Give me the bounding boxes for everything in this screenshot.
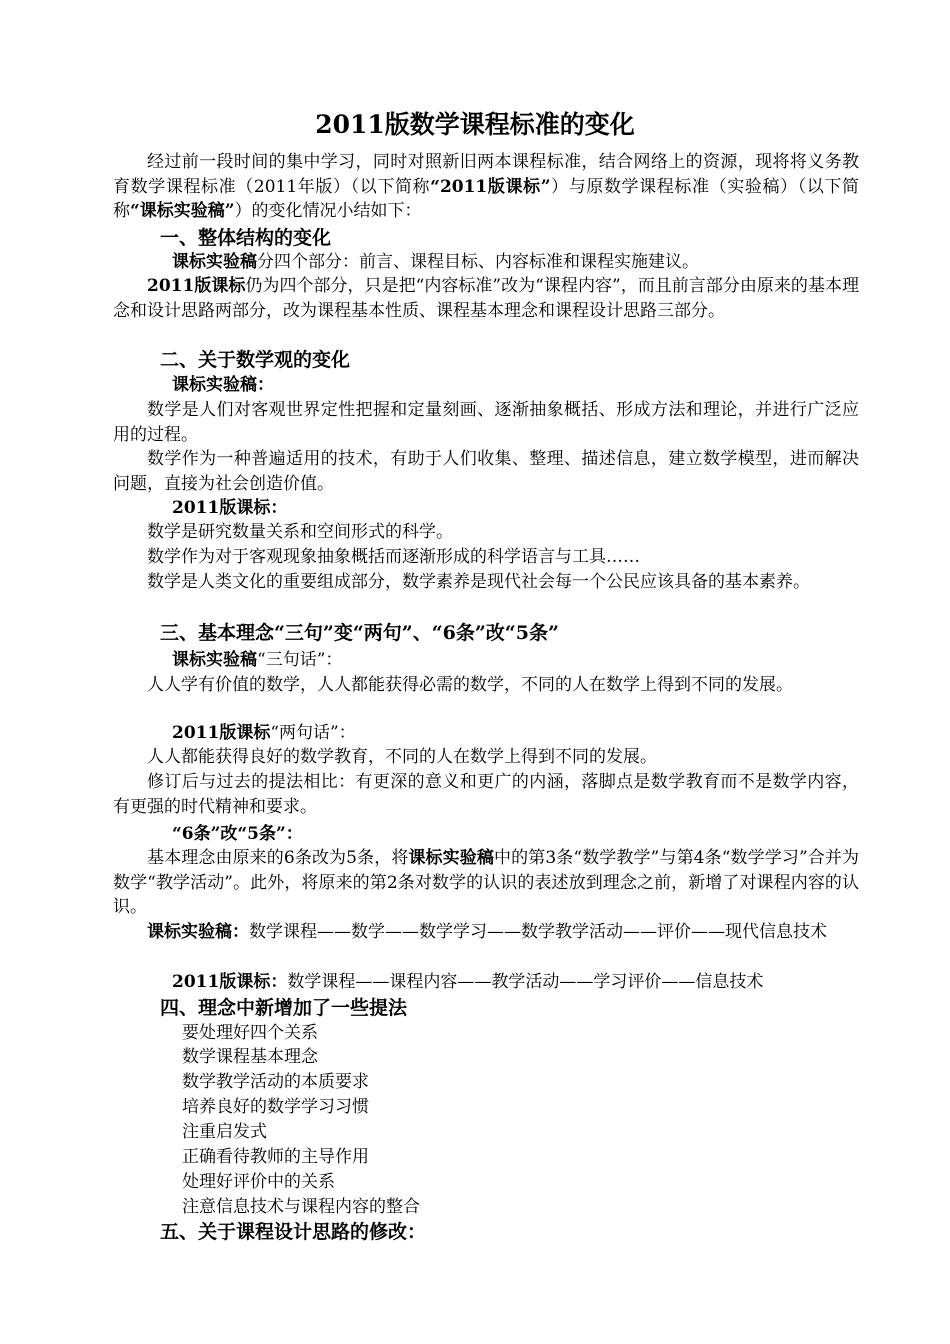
- s1-bold-1: 课标实验稿: [172, 252, 257, 272]
- s2-old-paragraph-1: 数学是人们对客观世界定性把握和定量刻画、逐渐抽象概括、形成方法和理论，并进行广泛应用的过程。: [113, 400, 859, 445]
- document-title: 2011版数学课程标准的变化: [315, 110, 635, 139]
- intro-text-1: 经过前一段时间的集中学习，同时对照新旧两本课程标准，结合网络上的资源，现将将义务教育数学课程标准（2011年版）（以下简称: [113, 152, 859, 197]
- s3-new-chain-text: 数学课程——课程内容——教学活动——学习评价——信息技术: [287, 972, 764, 992]
- s2-old-label-text: 课标实验稿：: [172, 375, 274, 395]
- s2-new-paragraph-3: 数学是人类文化的重要组成部分，数学素养是现代社会每一个公民应该具备的基本素养。: [147, 572, 810, 592]
- list-item: 处理好评价中的关系: [182, 1172, 335, 1192]
- intro-bold-1: “2011版课标”: [430, 176, 551, 197]
- s3-old-label-bold: 课标实验稿: [172, 650, 257, 670]
- s3-merge-text-c: 中的第3条“数学教学”与第4条“数学学习”合并为数学“教学活动”。此外，将原来的第2条对数学的认识的表述放到理念之前，新增了对课程内容的认识。: [113, 848, 859, 917]
- section-3-heading: 三、基本理念“三句”变“两句”、“6条”改“5条”: [160, 622, 559, 644]
- s3-new-label-text: “两句话”：: [270, 723, 356, 743]
- intro-bold-2: “课标实验稿”: [130, 201, 235, 221]
- s3-merge-text-a: 基本理念由原来的6条改为5条，将: [147, 848, 409, 868]
- s2-new-label-text: 2011版课标：: [172, 498, 288, 518]
- s3-old-chain: [113, 920, 859, 945]
- s1-paragraph-2: [113, 274, 859, 323]
- intro-text-3: ）的变化情况小结如下：: [234, 201, 422, 221]
- s1-line-1: [172, 250, 699, 275]
- intro-paragraph: [113, 150, 859, 224]
- s3-new-label: [172, 721, 356, 746]
- list-item: 数学教学活动的本质要求: [182, 1072, 369, 1092]
- s2-old-label: [172, 373, 274, 398]
- s1-text-1: 分四个部分：前言、课程目标、内容标准和课程实施建议。: [257, 252, 699, 272]
- section-1-heading: 一、整体结构的变化: [160, 227, 332, 249]
- s3-new-chain-label: 2011版课标：: [172, 972, 288, 992]
- s2-new-paragraph-1: 数学是研究数量关系和空间形式的科学。: [147, 522, 453, 542]
- s3-six-five-text: “6条”改“5条”：: [172, 824, 303, 844]
- list-item: 数学课程基本理念: [182, 1047, 318, 1067]
- list-item: 注意信息技术与课程内容的整合: [182, 1197, 420, 1217]
- list-item: 正确看待教师的主导作用: [182, 1147, 369, 1167]
- list-item: 要处理好四个关系: [182, 1023, 318, 1043]
- s3-six-five-label: [172, 822, 303, 847]
- intro-text-2: ）与原数学课程标准（实验稿）（以下简称: [113, 176, 860, 221]
- s3-new-paragraph: 人人都能获得良好的数学教育，不同的人在数学上得到不同的发展。: [147, 747, 657, 767]
- s3-old-chain-label: 课标实验稿：: [147, 922, 249, 942]
- s3-new-chain: [172, 970, 763, 995]
- s3-compare-paragraph: 修订后与过去的提法相比：有更深的意义和更广的内涵，落脚点是数学教育而不是数学内容，有更强的时代精神和要求。: [113, 772, 859, 817]
- s1-bold-2: 2011版课标: [147, 276, 246, 296]
- s2-new-label: [172, 496, 287, 521]
- s3-new-label-bold: 2011版课标: [172, 723, 271, 743]
- s3-merge-paragraph: [113, 846, 859, 920]
- s3-old-label-text: “三句话”：: [257, 650, 343, 670]
- s3-old-paragraph: 人人学有价值的数学，人人都能获得必需的数学，不同的人在数学上得到不同的发展。: [147, 675, 793, 695]
- section-4-heading: 四、理念中新增加了一些提法: [160, 997, 408, 1019]
- list-item: 注重启发式: [182, 1122, 267, 1142]
- section-5-heading: 五、关于课程设计思路的修改：: [160, 1221, 427, 1243]
- section-2-heading: 二、关于数学观的变化: [160, 349, 351, 371]
- s3-old-label: [172, 648, 342, 673]
- list-item: 培养良好的数学学习习惯: [182, 1097, 369, 1117]
- s1-text-2: 仍为四个部分，只是把“内容标准”改为“课程内容”，而且前言部分由原来的基本理念和设计思路两部分，改为课程基本性质、课程基本理念和课程设计思路三部分。: [113, 276, 859, 321]
- s2-old-paragraph-2: 数学作为一种普遍适用的技术，有助于人们收集、整理、描述信息，建立数学模型，进而解决问题，直接为社会创造价值。: [113, 449, 859, 494]
- s2-new-paragraph-2: 数学作为对于客观现象抽象概括而逐渐形成的科学语言与工具……: [147, 547, 640, 567]
- s3-merge-bold: 课标实验稿: [408, 848, 495, 868]
- s3-old-chain-text: 数学课程——数学——数学学习——数学教学活动——评价——现代信息技术: [249, 922, 827, 942]
